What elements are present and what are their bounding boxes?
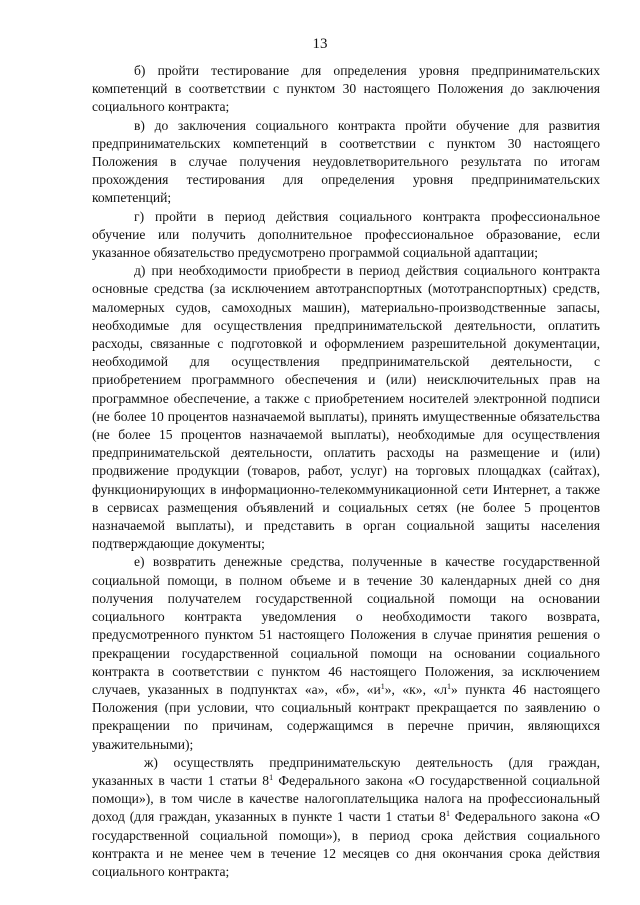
superscript: 1 [380,681,385,691]
superscript: 1 [269,772,274,782]
paragraph-zh [92,754,600,881]
paragraph-b: б) пройти тестирование для определения уровня предпринимательских компетенций в соответствии с пунктом 30 настоящего Положения до заключения социального контракта; [92,63,600,115]
superscript: 1 [445,809,450,819]
paragraph-e [92,553,600,753]
paragraph-e-text-1: е) возвратить денежные средства, полученные в качестве государственной социальной помощи, в полном объеме и в течение 30 календарных дней со дня получения получателем государственной социальной помощи на основании социального контракта уведомления о необходимости такого возврата, предусмотренного пунктом 51 настоящего Положения в случае принятия решения о прекращении государственной социальной помощи на основании социального контракта в соответствии с пунктом 46 настоящего Положения, за исключением случаев, указанных в подпунктах «а», «б», «и [92,554,600,697]
paragraph-v: в) до заключения социального контракта пройти обучение для развития предпринимательских компетенций в соответствии с пунктом 30 настоящего Положения в случае получения неудовлетворительного результата по итогам прохождения тестирования для определения уровня предпринимательских компетенций; [92,117,600,206]
paragraph-zh-text-2: Федерального закона «О государственной социальной помощи»), в том числе в качестве налогоплательщика налога на профессиональный доход (для граждан, указанных в пункте 1 части 1 статьи 8 [92,772,600,825]
paragraph-zh-text-1: ж) осуществлять предпринимательскую деятельность (для граждан, указанных в части 1 статьи 8 [92,754,600,788]
paragraph-zh-text-3: Федерального закона «О государственной социальной помощи»), в период срока действия социального контракта и не менее чем в течение 12 месяцев со дня окончания срока действия социального контракта; [92,809,600,879]
document-body [92,62,600,881]
paragraph-e-text-2: », «к», «л [384,681,447,697]
paragraph-e-text-3: » пункта 46 настоящего Положения (при условии, что социальный контракт прекращается по заявлению о прекращении по причинам, содержащимся в перечне причин, являющихся уважительными); [92,681,600,752]
paragraph-d: д) при необходимости приобрести в период действия социального контракта основные средства (за исключением автотранспортных (мототранспортных) средств, маломерных судов, самоходных машин), материально-производственные запасы, необходимые для осуществления предпринимательской деятельности, оплатить расходы, связанные с подготовкой и оформлением разрешительной документации, необходимой для осуществления предпринимательской деятельности, с приобретением программного обеспечения и (или) неисключительных прав на программное обеспечение, а также с приобретением носителей электронной подписи (не более 10 процентов назначаемой выплаты), принять имущественные обязательства (не более 15 процентов назначаемой выплаты), необходимые для осуществления предпринимательской деятельности, оплатить расходы на размещение и (или) продвижение продукции (товаров, работ, услуг) на торговых площадках (сайтах), функционирующих в информационно-телекоммуникационной сети Интернет, а также в сервисах размещения объявлений и социальных сетях (не более 5 процентов назначаемой выплаты), и представить в орган социальной защиты населения подтверждающие документы; [92,263,600,552]
paragraph-g: г) пройти в период действия социального контракта профессиональное обучение или получить дополнительное профессиональное образование, если указанное обязательство предусмотрено программой социальной адаптации; [92,208,600,261]
superscript: 1 [446,681,451,691]
page-number: 13 [312,36,328,52]
